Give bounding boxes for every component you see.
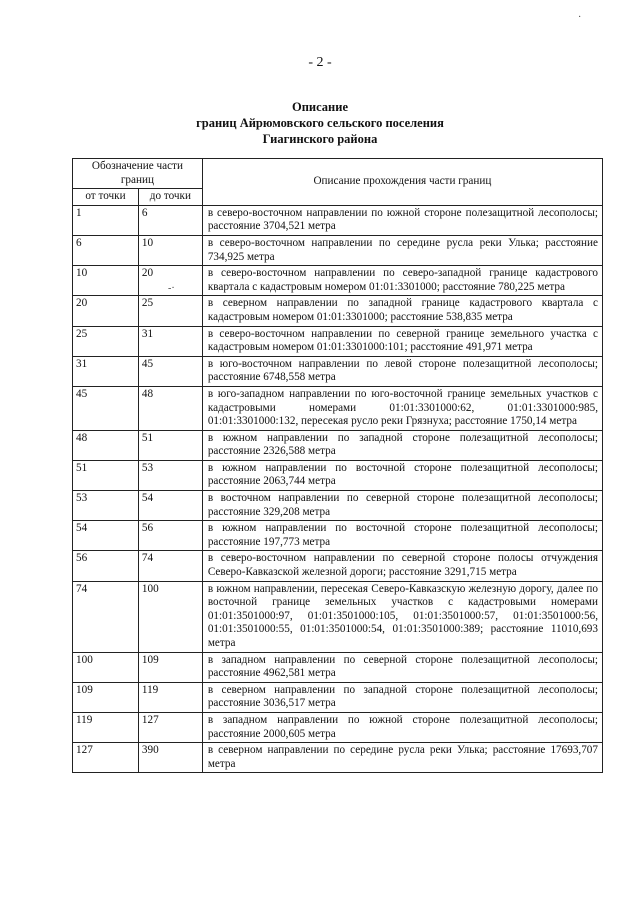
cell-to: 20	[138, 266, 202, 296]
header-description: Описание прохождения части границ	[202, 159, 602, 206]
cell-description: в северо-восточном направлении по северо-западной границе кадастрового квартала с кадастровым номером 01:01:3301000; расстояние 780,225 метра	[202, 266, 602, 296]
cell-description: в северном направлении по западной границе кадастрового квартала с кадастровым номером 01:01:3301000; расстояние 538,835 метра	[202, 296, 602, 326]
cell-from: 45	[73, 386, 139, 430]
table-row	[73, 712, 603, 742]
header-from-point: от точки	[73, 189, 139, 206]
table-row	[73, 386, 603, 430]
cell-to: 6	[138, 205, 202, 235]
cell-description: в северо-восточном направлении по середине русла реки Улька; расстояние 734,925 метра	[202, 235, 602, 265]
cell-to: 56	[138, 521, 202, 551]
page-number: - 2 -	[308, 55, 332, 70]
cell-description: в северном направлении по середине русла реки Улька; расстояние 17693,707 метра	[202, 743, 602, 773]
cell-to: 51	[138, 430, 202, 460]
cell-description: в северо-восточном направлении по южной стороне полезащитной лесополосы; расстояние 3704,521 метра	[202, 205, 602, 235]
cell-from: 25	[73, 326, 139, 356]
cell-from: 54	[73, 521, 139, 551]
cell-from: 74	[73, 581, 139, 652]
cell-description: в северо-восточном направлении по северной границе земельного участка с кадастровым номером 01:01:3301000:101; расстояние 491,971 метра	[202, 326, 602, 356]
heading-title: Описание	[291, 100, 349, 114]
table-row	[73, 266, 603, 296]
cell-from: 56	[73, 551, 139, 581]
cell-to: 31	[138, 326, 202, 356]
heading-subtitle-line-1: границ Айрюмовского сельского поселения	[196, 116, 444, 130]
table-row	[73, 460, 603, 490]
cell-description: в юго-восточном направлении по левой стороне полезащитной лесополосы; расстояние 6748,558 метра	[202, 356, 602, 386]
table-row	[73, 551, 603, 581]
cell-description: в западном направлении по южной стороне полезащитной лесополосы; расстояние 2000,605 метра	[202, 712, 602, 742]
cell-from: 48	[73, 430, 139, 460]
cell-description: в южном направлении по западной стороне полезащитной лесополосы; расстояние 2326,588 метра	[202, 430, 602, 460]
cell-from: 6	[73, 235, 139, 265]
table-row	[73, 235, 603, 265]
table-row	[73, 682, 603, 712]
cell-from: 100	[73, 652, 139, 682]
header-part-designation: Обозначение части границ	[73, 159, 203, 189]
cell-from: 119	[73, 712, 139, 742]
cell-from: 10	[73, 266, 139, 296]
cell-to: 74	[138, 551, 202, 581]
table-row	[73, 652, 603, 682]
cell-to: 109	[138, 652, 202, 682]
header-to-point: до точки	[138, 189, 202, 206]
cell-from: 127	[73, 743, 139, 773]
cell-description: в западном направлении по северной стороне полезащитной лесополосы; расстояние 4962,581 метра	[202, 652, 602, 682]
cell-description: в юго-западном направлении по юго-восточной границе земельных участков с кадастровыми номерами 01:01:3301000:62, 01:01:3301000:985, 01:01:3301000:132, пересекая русло реки Грязнуха; расстояние 1750,14 метра	[202, 386, 602, 430]
cell-from: 31	[73, 356, 139, 386]
cell-description: в северном направлении по западной стороне полезащитной лесополосы; расстояние 3036,517 метра	[202, 682, 602, 712]
cell-to: 25	[138, 296, 202, 326]
cell-to: 54	[138, 491, 202, 521]
cell-from: 20	[73, 296, 139, 326]
table-row	[73, 743, 603, 773]
heading-subtitle-line-2: Гиагинского района	[262, 132, 378, 146]
cell-to: 119	[138, 682, 202, 712]
cell-from: 51	[73, 460, 139, 490]
document-heading	[0, 99, 640, 147]
table-header-row	[73, 159, 603, 189]
table-row	[73, 296, 603, 326]
table-row	[73, 430, 603, 460]
cell-description: в восточном направлении по северной стороне полезащитной лесополосы; расстояние 329,208 метра	[202, 491, 602, 521]
boundary-table	[72, 158, 603, 773]
cell-to: 127	[138, 712, 202, 742]
cell-description: в южном направлении, пересекая Северо-Кавказскую железную дорогу, далее по восточной границе земельных участков с кадастровыми номерами 01:01:3501000:97, 01:01:3501000:105, 01:01:3501000:57, 01:01:3501000:56, 01:01:3501000:55, 01:01:3501000:54, 01:01:3501000:389; расстояние 11010,693 метра	[202, 581, 602, 652]
cell-description: в южном направлении по восточной стороне полезащитной лесополосы; расстояние 197,773 метра	[202, 521, 602, 551]
cell-from: 53	[73, 491, 139, 521]
table-row	[73, 521, 603, 551]
table-row	[73, 356, 603, 386]
cell-description: в северо-восточном направлении по северной стороне полосы отчуждения Северо-Кавказской железной дороги; расстояние 3291,715 метра	[202, 551, 602, 581]
cell-to: 390	[138, 743, 202, 773]
cell-to: 48	[138, 386, 202, 430]
cell-to: 45	[138, 356, 202, 386]
table-row	[73, 491, 603, 521]
scan-mark: -·	[168, 283, 175, 294]
cell-from: 1	[73, 205, 139, 235]
table-row	[73, 205, 603, 235]
table-row	[73, 581, 603, 652]
cell-to: 10	[138, 235, 202, 265]
cell-description: в южном направлении по восточной стороне полезащитной лесополосы; расстояние 2063,744 метра	[202, 460, 602, 490]
scan-mark: ·	[578, 12, 582, 23]
cell-to: 53	[138, 460, 202, 490]
cell-to: 100	[138, 581, 202, 652]
table-row	[73, 326, 603, 356]
cell-from: 109	[73, 682, 139, 712]
